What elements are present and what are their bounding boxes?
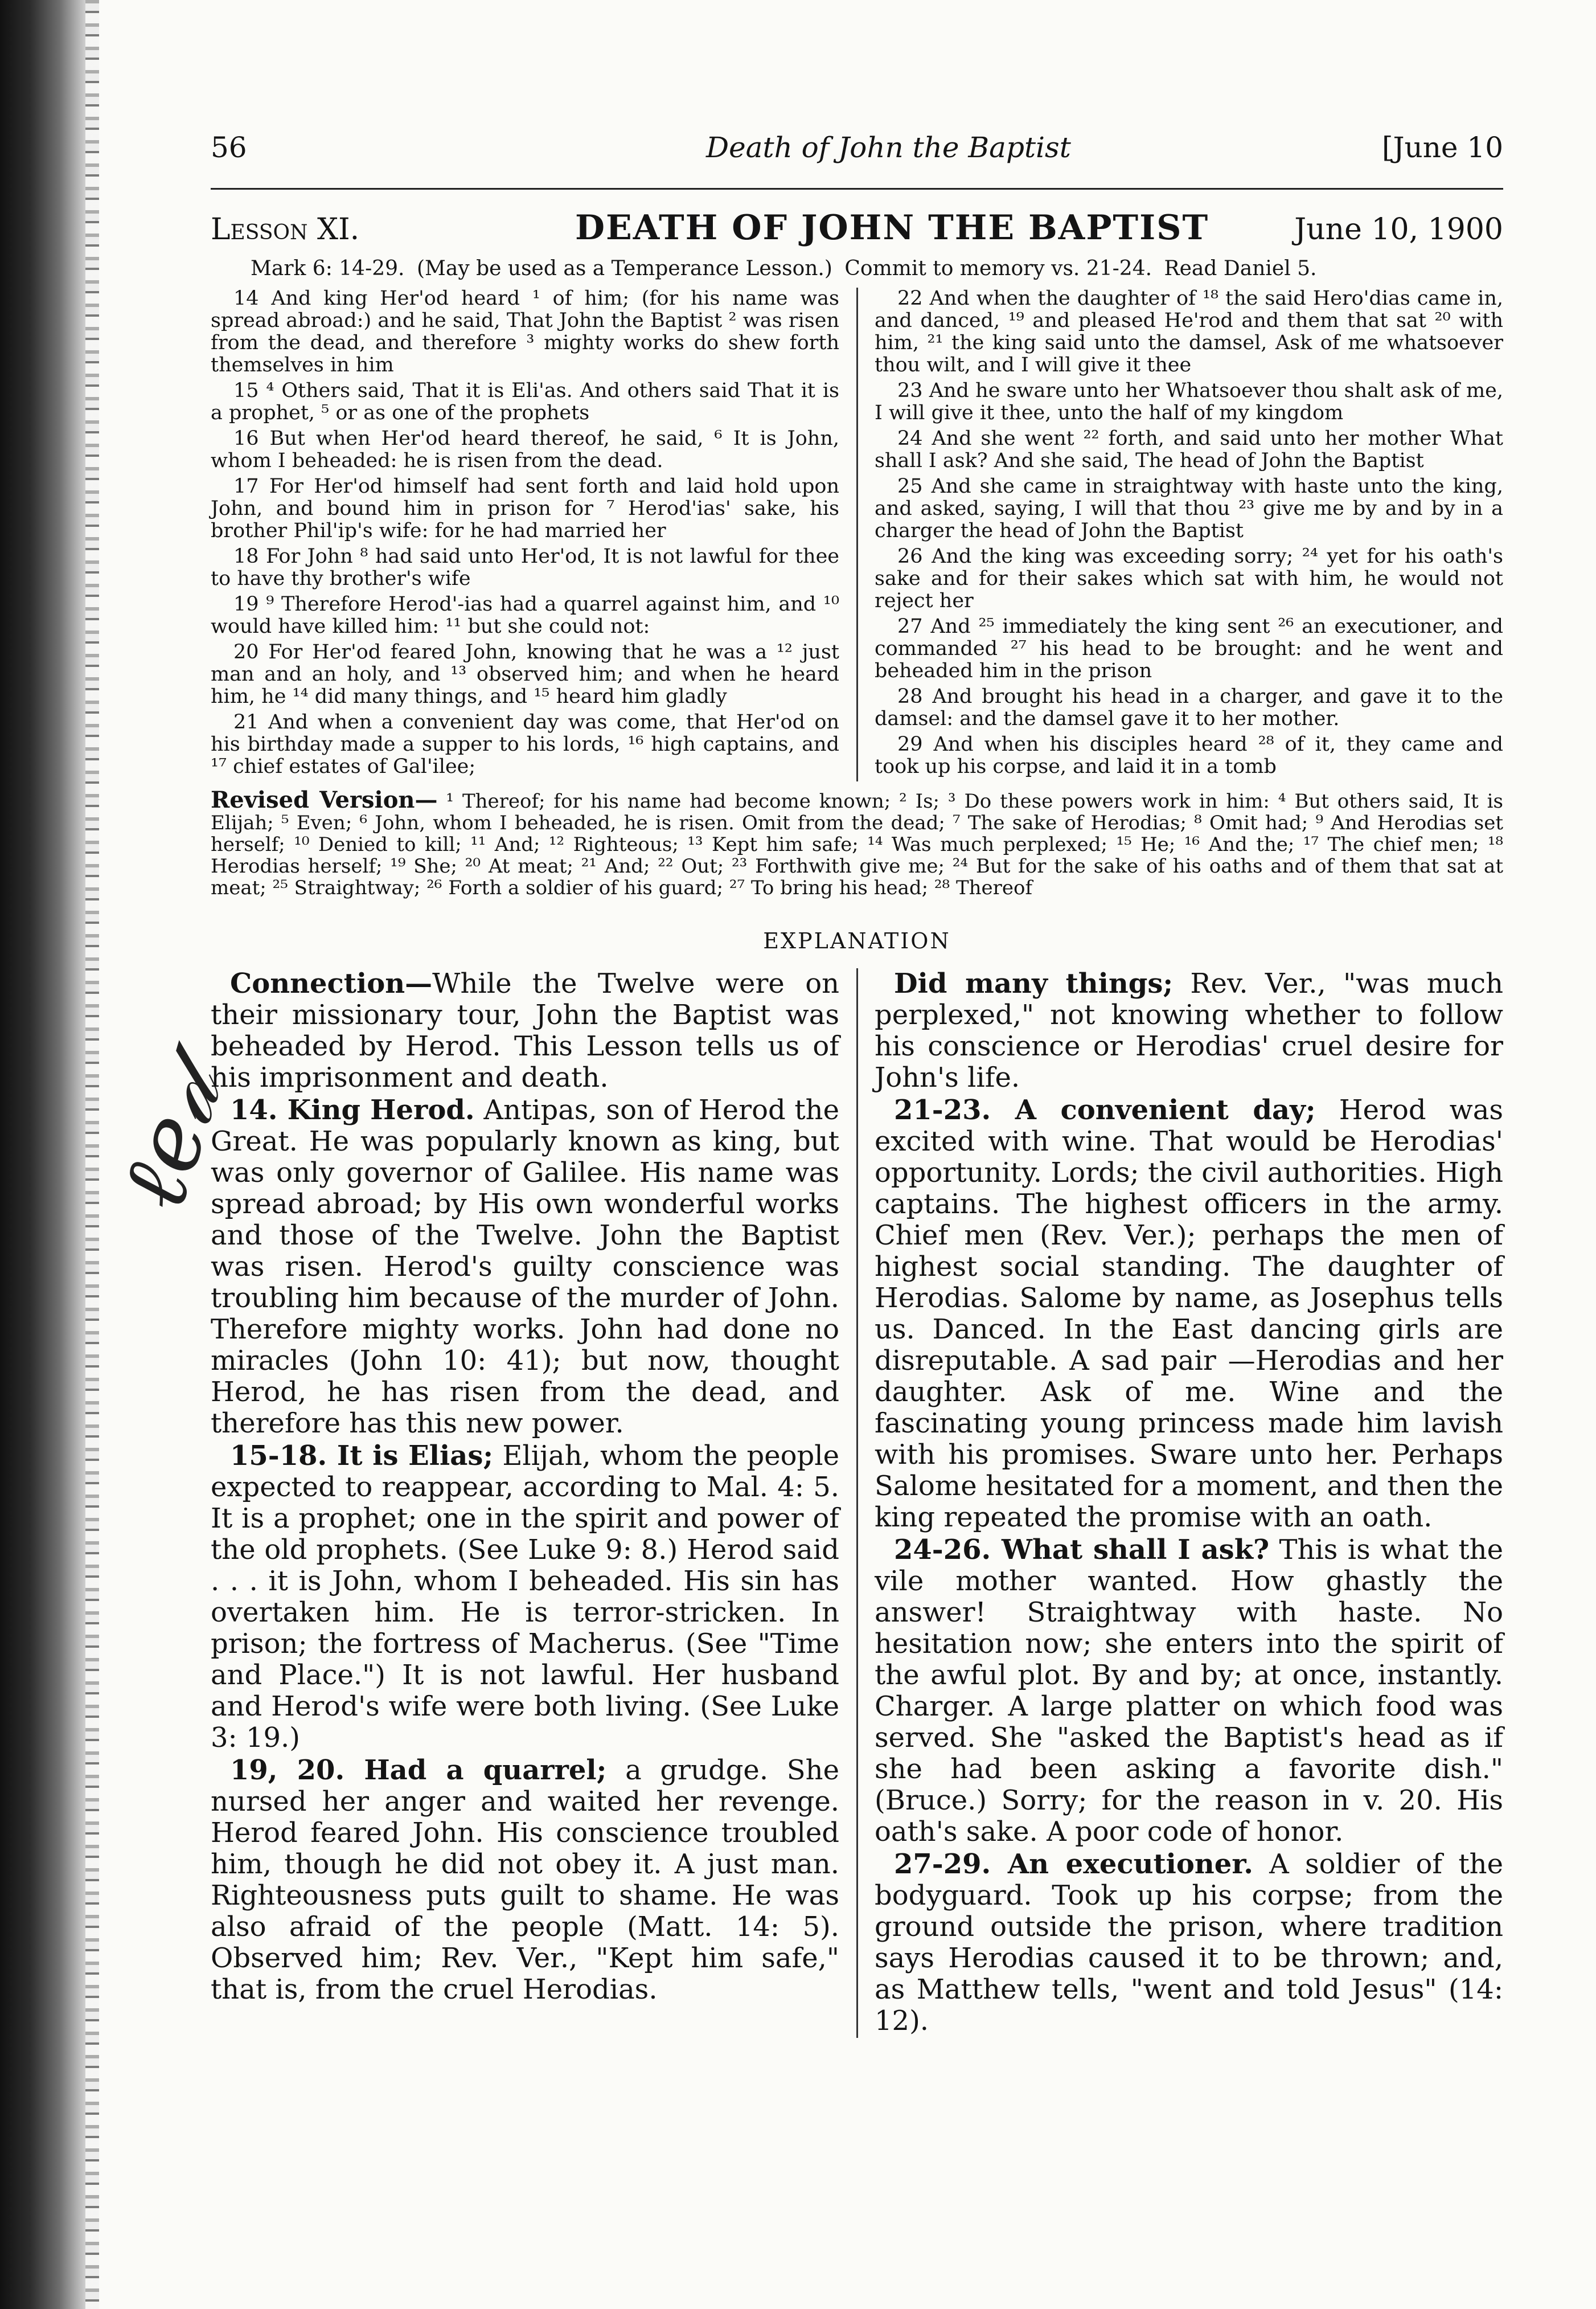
verse: 23 And he sware unto her Whatsoever thou shalt ask of me, I will give it thee, unto the half of my kingdom — [875, 379, 1503, 424]
verse: 14 And king Her'od heard ¹ of him; (for his name was spread abroad:) and he said, That John the Baptist ² was risen from the dead, and therefore ³ mighty works do shew forth themselves in him — [211, 287, 839, 376]
verse: 22 And when the daughter of ¹⁸ the said Hero'dias came in, and danced, ¹⁹ and pleased He'rod and them that sat ²⁰ with him, ²¹ the king said unto the damsel, Ask of me whatsoever thou wilt, and I will give it thee — [875, 287, 1503, 376]
running-title: Death of John the Baptist — [706, 131, 1071, 164]
explanation-paragraph — [211, 1440, 839, 1754]
verse: 19 ⁹ Therefore Herod'-ias had a quarrel against him, and ¹⁰ would have killed him: ¹¹ but she could not: — [211, 593, 839, 638]
revised-version-label: Revised Version— — [211, 787, 438, 813]
explanation-paragraph — [875, 1534, 1503, 1848]
lesson-title: DEATH OF JOHN THE BAPTIST — [575, 208, 1209, 248]
explanation-text: Rev. Ver., "was much perplexed," not knowing whether to follow his conscience or Herodias' cruel desire for John's life. — [875, 968, 1503, 1094]
explanation-text: a grudge. She nursed her anger and waited her revenge. Herod feared John. His conscience troubled him, though he did not obey it. A just man. Righteousness puts guilt to shame. He was also afraid of the people (Matt. 14: 5). Observed him; Rev. Ver., "Kept him safe," that is, from the cruel Herodias. — [211, 1754, 839, 2005]
verse: 17 For Her'od himself had sent forth and laid hold upon John, and bound him in prison for ⁷ Herod'ias' sake, his brother Phil'ip's wife: for he had married her — [211, 475, 839, 542]
lesson-meta — [251, 256, 1503, 282]
page-number: 56 — [211, 131, 247, 164]
explanation-paragraph — [211, 968, 839, 1094]
verse: 18 For John ⁸ had said unto Her'od, It is not lawful for thee to have thy brother's wife — [211, 545, 839, 590]
memory-verses: Commit to memory vs. 21-24. — [844, 257, 1152, 280]
verse: 16 But when Her'od heard thereof, he said, ⁶ It is John, whom I beheaded: he is risen from the dead. — [211, 427, 839, 472]
verse: 20 For Her'od feared John, knowing that he was a ¹² just man and an holy, and ¹³ observed him; and when he heard him, he ¹⁴ did many things, and ¹⁵ heard him gladly — [211, 641, 839, 708]
lesson-number: Lesson XI. — [211, 212, 360, 247]
page — [211, 131, 1503, 2038]
reading-assignment: Read Daniel 5. — [1164, 257, 1317, 280]
verse: 26 And the king was exceeding sorry; ²⁴ yet for his oath's sake and for their sakes which sat with him, he would not reject her — [875, 545, 1503, 612]
explanation-lead: Did many things; — [894, 968, 1174, 1000]
verse: 25 And she came in straightway with haste unto the king, and asked, saying, I will that thou ²³ give me by and by in a charger the head of John the Baptist — [875, 475, 1503, 542]
revised-version-notes — [211, 789, 1503, 899]
verse: 21 And when a convenient day was come, that Her'od on his birthday made a supper to his lords, ¹⁶ high captains, and ¹⁷ chief estates of Gal'ilee; — [211, 711, 839, 778]
explanation-paragraph — [875, 1849, 1503, 2037]
explanation-paragraph — [211, 1095, 839, 1439]
verses-left-column — [211, 288, 839, 781]
explanation-lead: Connection— — [230, 968, 433, 1000]
verse: 28 And brought his head in a charger, and gave it to the damsel: and the damsel gave it to her mother. — [875, 685, 1503, 730]
explanation-paragraph — [875, 968, 1503, 1094]
explanation-lead: 21-23. A convenient day; — [894, 1094, 1316, 1126]
explanation-text: Herod was excited with wine. That would be Herodias' opportunity. Lords; the civil authorities. High captains. The highest officers in the army. Chief men (Rev. Ver.); perhaps the men of highest social standing. The daughter of Herodias. Salome by name, as Josephus tells us. Danced. In the East dancing girls are disreputable. A sad pair —Herodias and her daughter. Ask of me. Wine and the fascinating young princess made him lavish with his promises. Sware unto her. Perhaps Salome hesitated for a moment, and then the king repeated the promise with an oath. — [875, 1094, 1504, 1533]
scripture-text — [211, 288, 1503, 781]
verse: 24 And she went ²² forth, and said unto her mother What shall I ask? And she said, The head of John the Baptist — [875, 427, 1503, 472]
scripture-reference: Mark 6: 14-29. — [251, 257, 405, 280]
explanation-heading: EXPLANATION — [763, 928, 951, 953]
explanation-text: This is what the vile mother wanted. How ghastly the answer! Straightway with haste. No hesitation now; she enters into the spirit of the awful plot. By and by; at once, instantly. Charger. A large platter on which food was served. She "asked the Baptist's head as if she had been asking a favorite dish." (Bruce.) Sorry; for the reason in v. 20. His oath's sake. A poor code of honor. — [875, 1534, 1503, 1848]
explanation-right-column — [875, 968, 1503, 2038]
verse: 15 ⁴ Others said, That it is Eli'as. And others said That it is a prophet, ⁵ or as one of the prophets — [211, 379, 839, 424]
running-date: [June 10 — [1381, 131, 1503, 164]
temperance-note: (May be used as a Temperance Lesson.) — [416, 257, 832, 280]
column-divider — [856, 288, 858, 781]
explanation-text: A soldier of the bodyguard. Took up his corpse; from the ground outside the prison, where tradition says Herodias caused it to be thrown; and, as Matthew tells, "went and told Jesus" (14: 12). — [875, 1848, 1504, 2037]
explanation-lead: 27-29. An executioner. — [894, 1848, 1253, 1880]
explanation-text: Elijah, whom the people expected to reappear, according to Mal. 4: 5. It is a prophet; one in the spirit and power of the old prophets. (See Luke 9: 8.) Herod said . . . it is John, whom I beheaded. His sin has overtaken him. He is terror-stricken. In prison; the fortress of Macherus. (See "Time and Place.") It is not lawful. Her husband and Herod's wife were both living. (See Luke 3: 19.) — [211, 1440, 840, 1754]
verse: 29 And when his disciples heard ²⁸ of it, they came and took up his corpse, and laid it in a tomb — [875, 733, 1503, 778]
verse: 27 And ²⁵ immediately the king sent ²⁶ an executioner, and commanded ²⁷ his head to be brought: and he went and beheaded him in the prison — [875, 615, 1503, 682]
verses-right-column — [875, 288, 1503, 781]
lesson-date: June 10, 1900 — [1294, 212, 1503, 247]
explanation-paragraph — [875, 1095, 1503, 1533]
explanation — [211, 968, 1503, 2038]
column-divider — [856, 968, 858, 2038]
explanation-text: Antipas, son of Herod the Great. He was popularly known as king, but was only governor of Galilee. His name was spread abroad; by His own wonderful works and those of the Twelve. John the Baptist was risen. Herod's guilty conscience was troubling him because of the murder of John. Therefore mighty works. John had done no miracles (John 10: 41); but now, thought Herod, he has risen from the dead, and therefore has this new power. — [211, 1094, 839, 1439]
explanation-text: While the Twelve were on their missionary tour, John the Baptist was beheaded by Herod. This Lesson tells us of his imprisonment and death. — [211, 968, 839, 1094]
explanation-lead: 15-18. It is Elias; — [230, 1440, 494, 1472]
revised-version-text: ¹ Thereof; for his name had become known; ² Is; ³ Do these powers work in him: ⁴ But others said, It is Elijah; ⁵ Even; ⁶ John, whom I beheaded, he is risen. Omit from the dead; ⁷ The sake of Herodias; ⁸ Omit had; ⁹ And Herodias set herself; ¹⁰ Denied to kill; ¹¹ And; ¹² Righteous; ¹³ Kept him safe; ¹⁴ Was much perplexed; ¹⁵ He; ¹⁶ And the; ¹⁷ The chief men; ¹⁸ Herodias herself; ¹⁹ She; ²⁰ At meat; ²¹ And; ²² Out; ²³ Forthwith give me; ²⁴ But for the sake of his oaths and of them that sat at meat; ²⁵ Straightway; ²⁶ Forth a soldier of his guard; ²⁷ To bring his head; ²⁸ Thereof — [211, 790, 1503, 899]
explanation-left-column — [211, 968, 839, 2038]
explanation-lead: 24-26. What shall I ask? — [894, 1534, 1270, 1566]
running-header — [211, 131, 1503, 188]
lesson-heading — [211, 208, 1503, 256]
explanation-lead: 14. King Herod. — [230, 1094, 475, 1126]
explanation-paragraph — [211, 1755, 839, 2005]
handwritten-margin-mark: ℓ𝑒𝒹 — [98, 1057, 243, 1221]
explanation-lead: 19, 20. Had a quarrel; — [230, 1754, 607, 1786]
header-rule — [211, 188, 1503, 190]
